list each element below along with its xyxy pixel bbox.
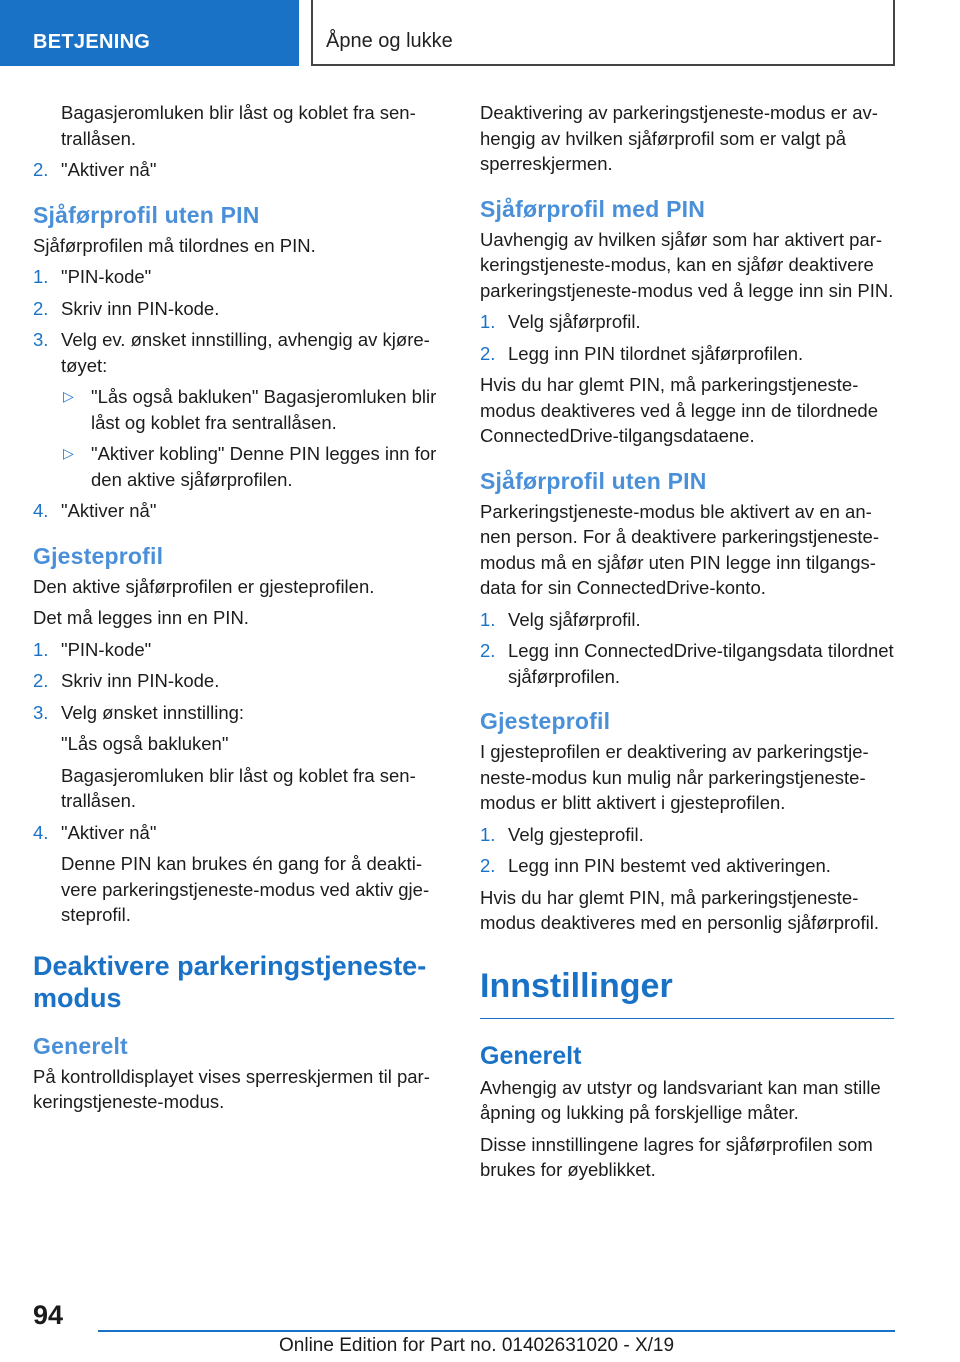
step-number: 2. xyxy=(480,640,496,661)
step-number: 1. xyxy=(33,266,49,287)
chapter-heading: Deaktivere parkeringstjeneste-modus xyxy=(33,950,427,1013)
step-text: "PIN-kode" xyxy=(61,638,152,660)
paragraph: Disse innstillingene lagres for sjåførprofilen som brukes for øyeblikket. xyxy=(480,1133,873,1180)
paragraph: På kontrolldisplayet vises sperreskjermen til parkeringstjeneste-modus. xyxy=(33,1065,430,1112)
section-heading: Gjesteprofil xyxy=(33,542,164,569)
list-item xyxy=(480,822,894,848)
step-text: Legg inn PIN tilordnet sjåførprofilen. xyxy=(508,342,804,364)
step-number: 2. xyxy=(33,159,49,180)
step-subtext: Denne PIN kan brukes én gang for å deaktivere parkeringstjeneste-modus ved aktiv gjesteprofil. xyxy=(61,853,430,925)
step-text: Skriv inn PIN-kode. xyxy=(61,670,220,691)
paragraph: Parkeringstjeneste-modus ble aktivert av en annen person. For å deaktivere parkeringstjeneste-modus må en sjåfør uten PIN legge inn tilgangsdata for sin ConnectedDrive-konto. xyxy=(480,500,879,598)
step-number: 1. xyxy=(480,608,496,630)
paragraph: Deaktivering av parkeringstjeneste-modus er avhengig av hvilken sjåførprofil som er valgt på sperreskjermen. xyxy=(480,102,878,174)
right-column xyxy=(480,100,894,1189)
paragraph: I gjesteprofilen er deaktivering av parkeringstjeneste-modus kun mulig når parkeringstjeneste-modus er blitt aktivert i gjesteprofilen. xyxy=(480,741,869,813)
edition-text: Online Edition for Part no. 01402631020 - X/19 xyxy=(279,1335,675,1356)
section-heading: Sjåførprofil uten PIN xyxy=(480,467,707,494)
step-number: 2. xyxy=(480,342,496,364)
list-item xyxy=(33,668,445,694)
step-number: 1. xyxy=(33,638,49,660)
left-column xyxy=(33,100,445,1121)
paragraph: Det må legges inn en PIN. xyxy=(33,607,249,628)
page-number: 94 xyxy=(33,1300,64,1330)
step-number: 4. xyxy=(33,821,49,843)
step-text: "PIN-kode" xyxy=(61,266,152,287)
step-text: Velg ønsket innstilling: xyxy=(61,701,245,723)
section-heading: Gjesteprofil xyxy=(480,708,611,734)
list-item xyxy=(33,264,445,290)
step-number: 3. xyxy=(33,701,49,723)
step-text: "Aktiver nå" xyxy=(61,500,157,521)
step-text: Legg inn PIN bestemt ved aktiveringen. xyxy=(508,855,831,876)
triangle-bullet-icon: ▷ xyxy=(63,445,74,461)
step-text: "Aktiver nå" xyxy=(61,821,157,843)
bullet-text: Bagasjeromluken blir låst og koblet fra sentrallåsen. xyxy=(91,386,437,433)
list-item xyxy=(33,327,445,378)
step-number: 2. xyxy=(33,297,49,319)
list-item xyxy=(480,853,894,879)
list-item xyxy=(480,607,894,633)
bullet-text: Denne PIN legges inn for den aktive sjåførprofilen. xyxy=(91,443,437,490)
bullet-title: "Lås også bakluken" xyxy=(91,386,259,407)
list-item xyxy=(33,637,445,663)
step-text: "Aktiver nå" xyxy=(61,159,157,180)
step-subtext: "Lås også bakluken" xyxy=(61,733,229,754)
step-text: Velg sjåførprofil. xyxy=(508,608,641,630)
step-text: Legg inn ConnectedDrive-tilgangsdata tilordnet sjåførprofilen. xyxy=(508,640,894,687)
chapter-tab: Åpne og lukke xyxy=(311,0,895,66)
step-number: 4. xyxy=(33,500,49,521)
step-number: 1. xyxy=(480,823,496,845)
footer-divider xyxy=(98,1330,895,1332)
paragraph: Sjåførprofilen må tilordnes en PIN. xyxy=(33,234,316,256)
paragraph: Uavhengig av hvilken sjåfør som har aktivert parkeringstjeneste-modus, kan en sjåfør deaktivere parkeringstjeneste-modus ved å legge inn sin PIN. xyxy=(480,228,894,301)
step-number: 1. xyxy=(480,311,496,332)
list-item xyxy=(33,498,445,524)
chapter-heading: Innstillinger xyxy=(480,966,894,1019)
bullet-item xyxy=(33,441,445,492)
list-item xyxy=(33,157,445,183)
triangle-bullet-icon: ▷ xyxy=(63,388,74,404)
list-item xyxy=(33,820,445,928)
paragraph: Hvis du har glemt PIN, må parkeringstjeneste-modus deaktiveres med en personlig sjåførprofil. xyxy=(480,886,879,933)
page-header xyxy=(0,0,960,66)
paragraph: Avhengig av utstyr og landsvariant kan man stille åpning og lukking på forskjellige måter. xyxy=(480,1076,881,1123)
section-heading: Generelt xyxy=(480,1041,582,1070)
bullet-item xyxy=(33,384,445,435)
step-number: 3. xyxy=(33,329,49,350)
list-item xyxy=(480,638,894,689)
step-text: Velg sjåførprofil. xyxy=(508,311,641,332)
paragraph: Den aktive sjåførprofilen er gjesteprofilen. xyxy=(33,575,375,597)
list-item xyxy=(480,309,894,335)
step-number: 2. xyxy=(33,670,49,691)
step-subtext: Bagasjeromluken blir låst og koblet fra sentrallåsen. xyxy=(61,764,416,811)
list-item xyxy=(33,700,445,814)
step-text: Skriv inn PIN-kode. xyxy=(61,297,220,319)
bullet-title: "Aktiver kobling" xyxy=(91,443,225,464)
step-number: 2. xyxy=(480,855,496,876)
step-text: Velg ev. ønsket innstilling, avhengig av kjøretøyet: xyxy=(61,329,430,376)
step-text: Velg gjesteprofil. xyxy=(508,823,644,845)
paragraph: Hvis du har glemt PIN, må parkeringstjeneste-modus deaktiveres ved å legge inn de tilordnede ConnectedDrive-tilgangsdataene. xyxy=(480,374,879,446)
section-heading: Generelt xyxy=(33,1032,128,1059)
list-item xyxy=(33,296,445,322)
section-heading: Sjåførprofil med PIN xyxy=(480,195,706,222)
section-heading: Sjåførprofil uten PIN xyxy=(33,201,260,228)
paragraph: Bagasjeromluken blir låst og koblet fra sentrallåsen. xyxy=(61,102,416,149)
section-tab: BETJENING xyxy=(0,0,299,66)
list-item xyxy=(480,341,894,367)
